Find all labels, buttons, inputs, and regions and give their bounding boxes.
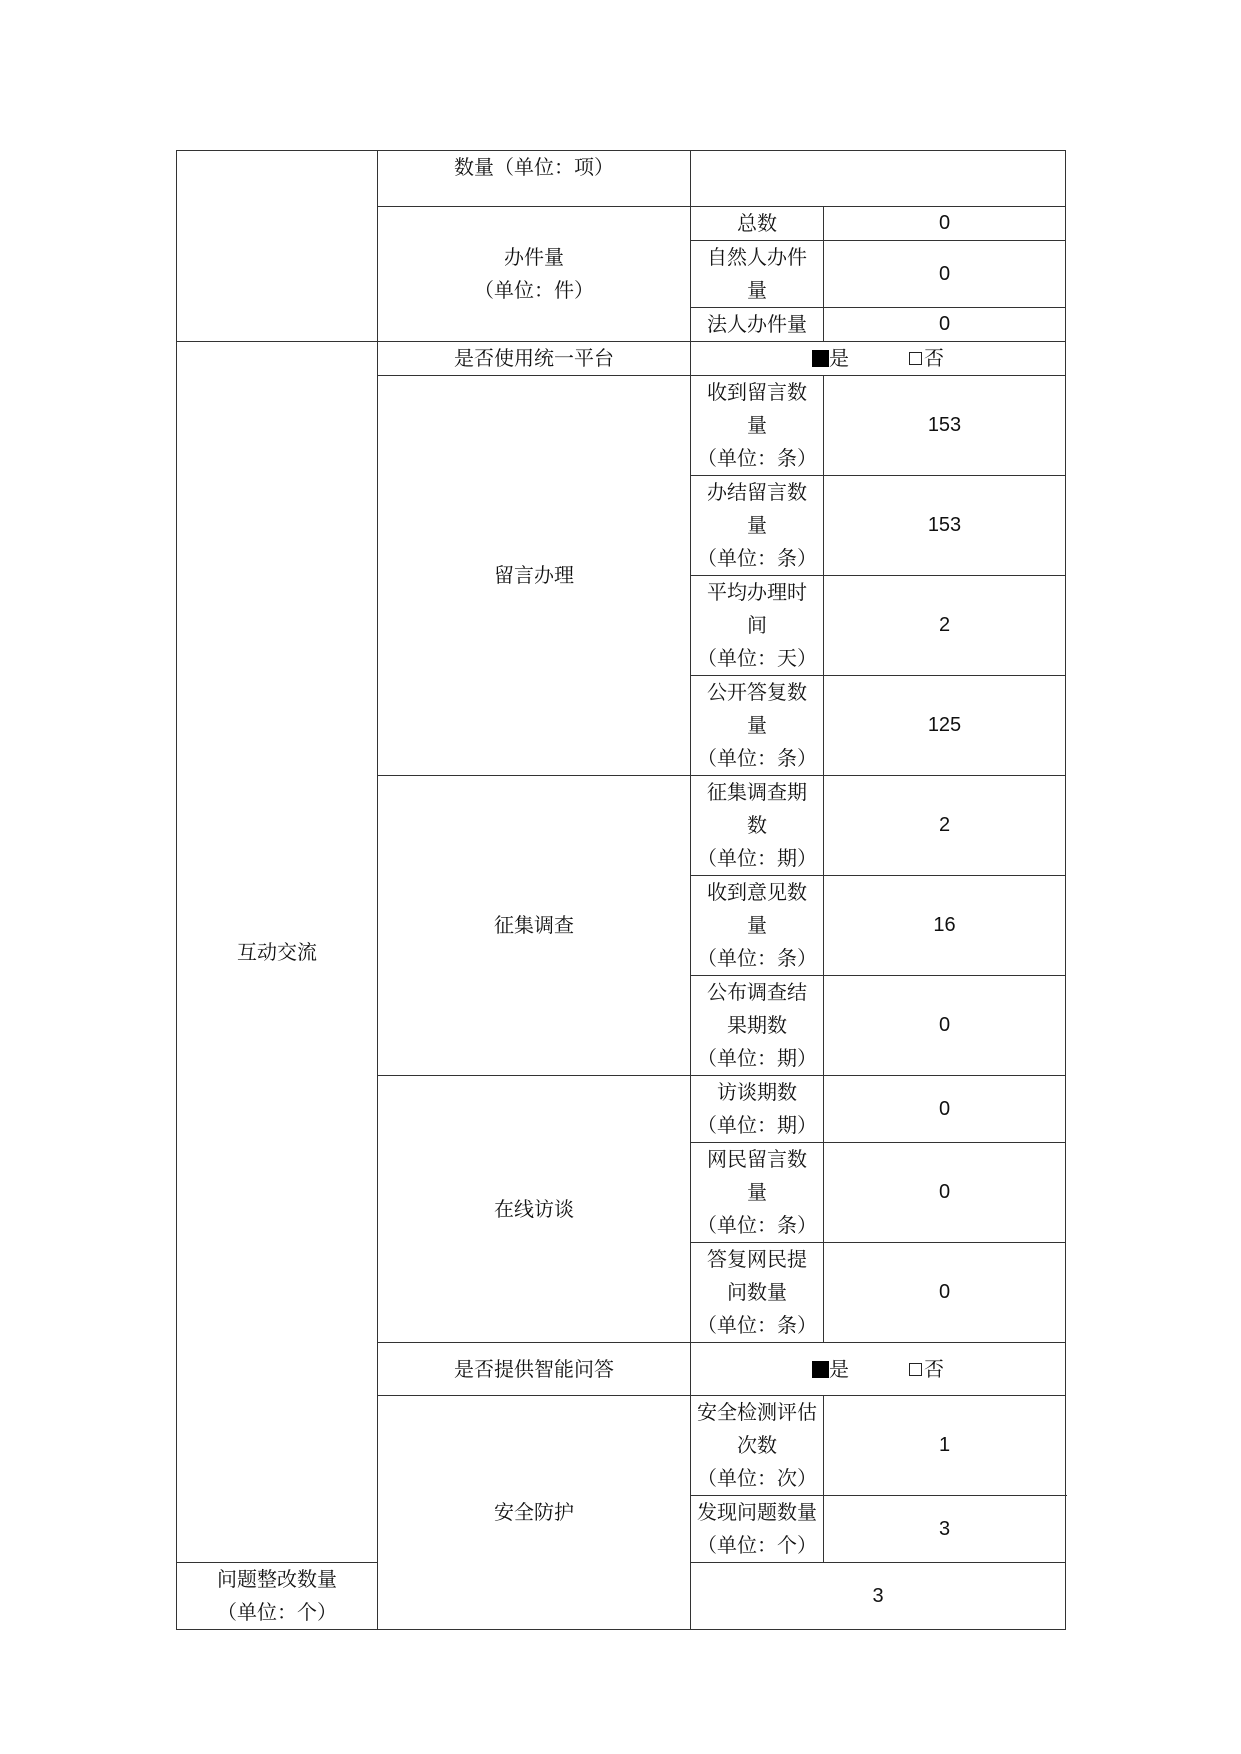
unchecked-box-icon [909,352,922,365]
unified-platform-yes: 是 [812,342,849,375]
messages-avg-time-value: 2 [824,576,1066,676]
label-line: 自然人办件 [707,245,807,269]
label-line: （单位：期） [697,1046,817,1070]
label-line: （单位：条） [697,546,817,570]
messages-received-value: 153 [824,376,1066,476]
label-line: 公布调查结 [707,980,807,1004]
messages-public-reply-label [691,676,824,776]
unified-platform-label: 是否使用统一平台 [378,342,691,376]
label-line: （单位：天） [697,646,817,670]
label-line: 间 [747,613,767,637]
label-line: 收到留言数 [707,380,807,404]
checked-box-icon [812,350,829,367]
label-line: 网民留言数 [707,1147,807,1171]
label-line: 量 [747,513,767,537]
survey-periods-value: 2 [824,776,1066,876]
label-line: 量 [747,913,767,937]
workload-legal-label: 法人办件量 [691,308,824,342]
workload-total-label: 总数 [691,207,824,241]
table-row [177,342,1066,376]
smart-qa-yes: 是 [812,1353,849,1386]
unified-platform-no: 否 [909,342,944,375]
messages-public-reply-value: 125 [824,676,1066,776]
label-line: 果期数 [727,1013,787,1037]
workload-label [378,207,691,342]
label-line: （单位：个） [697,1533,817,1557]
unchecked-box-icon [909,1363,922,1376]
workload-total-value: 0 [824,207,1066,241]
security-issues-fixed-label [177,1563,378,1630]
label-line: 收到意见数 [707,880,807,904]
label-line: （单位：次） [697,1466,817,1490]
survey-label: 征集调查 [378,776,691,1076]
security-evaluations-label [691,1396,824,1496]
label-line: 量 [747,413,767,437]
messages-avg-time-label [691,576,824,676]
interview-replies-label [691,1243,824,1343]
survey-periods-label [691,776,824,876]
messages-concluded-value: 153 [824,476,1066,576]
label-line: （单位：条） [697,746,817,770]
survey-opinions-label [691,876,824,976]
interaction-section-label: 互动交流 [177,342,378,1563]
workload-natural-value: 0 [824,241,1066,308]
survey-opinions-value: 16 [824,876,1066,976]
label-line: 安全检测评估次数 [697,1400,817,1457]
label-line: （单位：条） [697,1313,817,1337]
checked-box-icon [812,1361,829,1378]
quantity-label: 数量（单位：项） [378,151,691,207]
label-line: （单位：条） [697,946,817,970]
label-line: 公开答复数 [707,680,807,704]
label-line: 答复网民提 [707,1247,807,1271]
label-line: （单位：件） [474,278,594,302]
label-line: （单位：条） [697,1213,817,1237]
label-line: 问题整改数量 [217,1567,337,1591]
label-line: 发现问题数量 [697,1500,817,1524]
label-line: （单位：期） [697,846,817,870]
statistics-table [176,150,1066,1630]
section-cell-empty [177,151,378,342]
label-line: （单位：期） [697,1113,817,1137]
table-row [177,151,1066,207]
smart-qa-no: 否 [909,1353,944,1386]
smart-qa-choice [691,1343,1066,1396]
survey-results-label [691,976,824,1076]
label-line: 办件量 [504,245,564,269]
security-issues-found-value: 3 [824,1496,1066,1563]
interview-periods-label [691,1076,824,1143]
label-line: 量 [747,278,767,302]
unified-platform-choice [691,342,1066,376]
security-evaluations-value: 1 [824,1396,1066,1496]
label-line: 平均办理时 [707,580,807,604]
label-line: 访谈期数 [717,1080,797,1104]
survey-results-value: 0 [824,976,1066,1076]
interview-periods-value: 0 [824,1076,1066,1143]
label-line: 量 [747,713,767,737]
label-line: 办结留言数 [707,480,807,504]
interview-netizen-msgs-value: 0 [824,1143,1066,1243]
workload-legal-value: 0 [824,308,1066,342]
label-line: 量 [747,1180,767,1204]
smart-qa-label: 是否提供智能问答 [378,1343,691,1396]
interview-netizen-msgs-label [691,1143,824,1243]
label-line: （单位：个） [217,1600,337,1624]
messages-label: 留言办理 [378,376,691,776]
messages-concluded-label [691,476,824,576]
label-line: （单位：条） [697,446,817,470]
quantity-value [691,151,1066,207]
security-section-label: 安全防护 [378,1396,691,1630]
label-line: 问数量 [727,1280,787,1304]
interview-replies-value: 0 [824,1243,1066,1343]
messages-received-label [691,376,824,476]
workload-natural-label [691,241,824,308]
security-issues-fixed-value: 3 [691,1563,1066,1630]
label-line: 数 [747,813,767,837]
interview-label: 在线访谈 [378,1076,691,1343]
label-line: 征集调查期 [707,780,807,804]
security-issues-found-label [691,1496,824,1563]
